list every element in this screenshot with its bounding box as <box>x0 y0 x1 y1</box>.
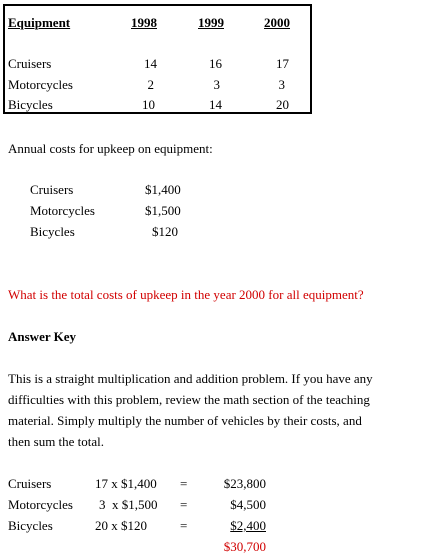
calc-expr-cruisers: 17 x $1,400 <box>95 476 157 491</box>
cell-cruisers-1999: 16 <box>209 56 222 71</box>
row-label-bicycles: Bicycles <box>8 97 53 112</box>
cell-bicycles-1999: 14 <box>209 97 222 112</box>
calc-result-bicycles: $2,400 <box>230 518 266 533</box>
calc-result-cruisers: $23,800 <box>223 476 266 491</box>
total-value: $30,700 <box>223 539 266 554</box>
cell-motorcycles-1998: 2 <box>147 77 154 92</box>
answer-key-heading: Answer Key <box>8 329 77 344</box>
calc-label-motorcycles: Motorcycles <box>8 497 73 512</box>
calc-expr-bicycles: 20 x $120 <box>95 518 147 533</box>
col-header-equipment: Equipment <box>8 15 71 30</box>
calc-eq-motorcycles: = <box>180 497 188 512</box>
calc-eq-bicycles: = <box>180 518 188 533</box>
calc-eq-cruisers: = <box>180 476 188 491</box>
question-text: What is the total costs of upkeep in the year 2000 for all equipment? <box>8 287 364 302</box>
col-header-1999: 1999 <box>198 15 224 30</box>
cost-value-bicycles: $120 <box>152 224 178 239</box>
row-label-cruisers: Cruisers <box>8 56 52 71</box>
cell-bicycles-1998: 10 <box>142 97 155 112</box>
cell-motorcycles-2000: 3 <box>278 77 285 92</box>
calc-label-bicycles: Bicycles <box>8 518 53 533</box>
cost-value-motorcycles: $1,500 <box>145 203 181 218</box>
row-label-motorcycles: Motorcycles <box>8 77 73 92</box>
cell-cruisers-2000: 17 <box>276 56 289 71</box>
cost-label-motorcycles: Motorcycles <box>30 203 95 218</box>
cell-motorcycles-1999: 3 <box>213 77 220 92</box>
calc-expr-motorcycles: 3 x $1,500 <box>99 497 158 512</box>
explanation-line: difficulties with this problem, review the math section of the teaching <box>8 392 370 407</box>
explanation-line: then sum the total. <box>8 434 105 449</box>
calc-label-cruisers: Cruisers <box>8 476 52 491</box>
explanation-line: material. Simply multiply the number of vehicles by their costs, and <box>8 413 362 428</box>
cost-label-bicycles: Bicycles <box>30 224 75 239</box>
col-header-2000: 2000 <box>264 15 290 30</box>
costs-intro: Annual costs for upkeep on equipment: <box>8 141 213 156</box>
cost-value-cruisers: $1,400 <box>145 182 181 197</box>
calc-result-motorcycles: $4,500 <box>230 497 266 512</box>
cost-label-cruisers: Cruisers <box>30 182 74 197</box>
col-header-1998: 1998 <box>131 15 157 30</box>
cell-bicycles-2000: 20 <box>276 97 289 112</box>
explanation-line: This is a straight multiplication and addition problem. If you have any <box>8 371 373 386</box>
cell-cruisers-1998: 14 <box>144 56 157 71</box>
